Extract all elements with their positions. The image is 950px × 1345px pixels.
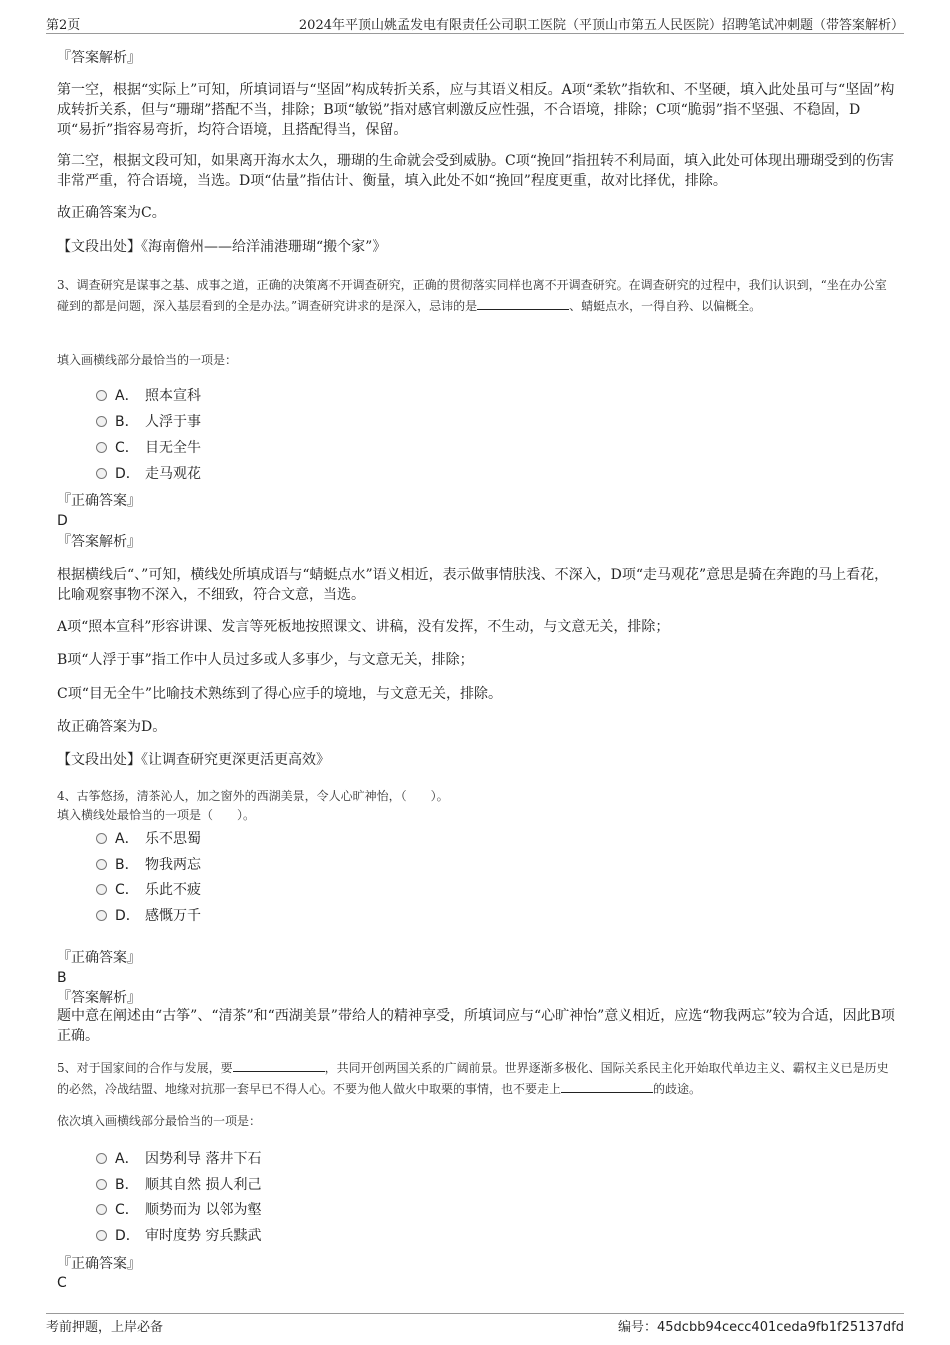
- q5-blank-1: [233, 1059, 325, 1072]
- q5-stem-part1: 5、对于国家间的合作与发展，要: [57, 1061, 233, 1075]
- q3-prompt: 填入画横线部分最恰当的一项是：: [57, 353, 238, 367]
- q3-stem-part1: 3、调查研究是谋事之基、成事之道，正确的决策离不开调查研究，正确的贯彻落实同样也离不开调查研究。在调查研究的过程中，我们认识到，“坐在办公室碰到的都是问题，深入基层看到的全是办法。”调查研究讲求的是深入，忌讳的是: [57, 278, 887, 313]
- radio-icon[interactable]: [96, 884, 107, 895]
- q4-answer-title: 『正确答案』: [57, 950, 141, 966]
- radio-icon[interactable]: [96, 416, 107, 427]
- radio-icon[interactable]: [96, 390, 107, 401]
- document-code-label: 编号：: [617, 1320, 657, 1335]
- page-header: [46, 14, 904, 34]
- q5-stem-part2: ，共同开创两国关系的广阔前景。世界逐渐多极化、国际关系民主化开始取代单边主义、霸权主义已是历史的必然，冷战结盟、地缘对抗那一套早已不得人心。不要为他人做火中取栗的事情，也不要走上: [57, 1061, 889, 1096]
- footer-divider: [46, 1313, 904, 1314]
- radio-icon[interactable]: [96, 442, 107, 453]
- q4-analysis: 题中意在阐述由“古筝”、“清茶”和“西湖美景”带给人的精神享受，所填词应与“心旷神怡”意义相近，应选“物我两忘”较为合适，因此B项正确。: [57, 1008, 895, 1044]
- radio-icon[interactable]: [96, 468, 107, 479]
- q3-option-a[interactable]: A． 照本宣科: [96, 386, 201, 406]
- footer-slogan: 考前押题，上岸必备: [46, 1320, 164, 1335]
- q4-option-a[interactable]: A． 乐不思蜀: [96, 829, 201, 849]
- q3-stem-part2: 、蜻蜓点水，一得自矜、以偏概全。: [569, 299, 762, 313]
- q3-option-d[interactable]: D． 走马观花: [96, 464, 201, 484]
- q4-option-c[interactable]: C． 乐此不疲: [96, 880, 201, 900]
- q5-option-a[interactable]: A． 因势利导 落井下石: [96, 1149, 261, 1169]
- q3-option-c[interactable]: C． 目无全牛: [96, 438, 201, 458]
- radio-icon[interactable]: [96, 833, 107, 844]
- q4-answer: B: [57, 970, 67, 986]
- q3-answer: D: [57, 513, 68, 529]
- q3-option-b[interactable]: B． 人浮于事: [96, 412, 201, 432]
- q3-analysis-para3: B项“人浮于事”指工作中人员过多或人多事少，与文意无关，排除；: [57, 652, 474, 668]
- q4-stem: 4、古筝悠扬，清茶沁人，加之窗外的西湖美景，令人心旷神怡，（ ）。: [57, 789, 449, 803]
- q4-option-d[interactable]: D． 感慨万千: [96, 906, 201, 926]
- radio-icon[interactable]: [96, 910, 107, 921]
- q3-analysis-para2: A项“照本宣科”形容讲课、发言等死板地按照课文、讲稿，没有发挥，不生动，与文意无关，排除；: [57, 619, 670, 635]
- document-code: [618, 1316, 904, 1335]
- q5-stem-part3: 的歧途。: [653, 1082, 702, 1096]
- radio-icon[interactable]: [96, 1204, 107, 1215]
- document-title: 2024年平顶山姚孟发电有限责任公司职工医院（平顶山市第五人民医院）招聘笔试冲刺题（带答案解析）: [298, 18, 904, 33]
- q5-answer: C: [57, 1275, 67, 1291]
- q3-answer-title: 『正确答案』: [57, 493, 141, 509]
- q3-source: 【文段出处】《让调查研究更深更活更高效》: [57, 752, 330, 768]
- q2-conclusion: 故正确答案为C。: [57, 205, 166, 221]
- q5-blank-2: [561, 1080, 653, 1093]
- q2-analysis-title: 『答案解析』: [57, 50, 141, 66]
- page-number: 第2页: [46, 18, 81, 33]
- q5-option-b[interactable]: B． 顺其自然 损人利己: [96, 1175, 261, 1195]
- q4-analysis-title: 『答案解析』: [57, 990, 141, 1006]
- radio-icon[interactable]: [96, 1153, 107, 1164]
- q2-source: 【文段出处】《海南儋州——给洋浦港珊瑚“搬个家”》: [57, 239, 387, 255]
- q3-blank: [477, 297, 569, 310]
- document-code-value: 45dcbb94cecc401ceda9fb1f25137dfd: [657, 1320, 904, 1335]
- q3-analysis-para4: C项“目无全牛”比喻技术熟练到了得心应手的境地，与文意无关，排除。: [57, 686, 503, 702]
- q4-prompt: 填入横线处最恰当的一项是（ ）。: [57, 808, 256, 822]
- q2-analysis-para2: 第二空，根据文段可知，如果离开海水太久，珊瑚的生命就会受到威胁。C项“挽回”指扭转不利局面，填入此处可体现出珊瑚受到的伤害非常严重，符合语境，当选。D项“估量”指估计、衡量，填入此处不如“挽回”程度更重，故对比择优，排除。: [57, 153, 895, 189]
- q2-analysis-para1: 第一空，根据“实际上”可知，所填词语与“坚固”构成转折关系，应与其语义相反。A项“柔软”指软和、不坚硬，填入此处虽可与“坚固”构成转折关系，但与“珊瑚”搭配不当，排除；B项“敏锐”指对感官刺激反应性强，不合语境，排除；C项“脆弱”指不坚强、不稳固，D项“易折”指容易弯折，均符合语境，且搭配得当，保留。: [57, 82, 895, 138]
- q3-analysis-title: 『答案解析』: [57, 534, 141, 550]
- header-divider: [46, 33, 904, 34]
- radio-icon[interactable]: [96, 1230, 107, 1241]
- q5-option-c[interactable]: C． 顺势而为 以邻为壑: [96, 1200, 261, 1220]
- q4-option-b[interactable]: B． 物我两忘: [96, 855, 201, 875]
- radio-icon[interactable]: [96, 859, 107, 870]
- radio-icon[interactable]: [96, 1179, 107, 1190]
- q3-stem: [57, 275, 895, 317]
- q5-stem: [57, 1058, 895, 1100]
- q3-conclusion: 故正确答案为D。: [57, 719, 167, 735]
- q5-prompt: 依次填入画横线部分最恰当的一项是：: [57, 1114, 262, 1128]
- q5-answer-title: 『正确答案』: [57, 1256, 141, 1272]
- q5-option-d[interactable]: D． 审时度势 穷兵黩武: [96, 1226, 261, 1246]
- q3-analysis-para1: 根据横线后“、”可知，横线处所填成语与“蜻蜓点水”语义相近，表示做事情肤浅、不深入，D项“走马观花”意思是骑在奔跑的马上看花，比喻观察事物不深入，不细致，符合文意，当选。: [57, 567, 889, 603]
